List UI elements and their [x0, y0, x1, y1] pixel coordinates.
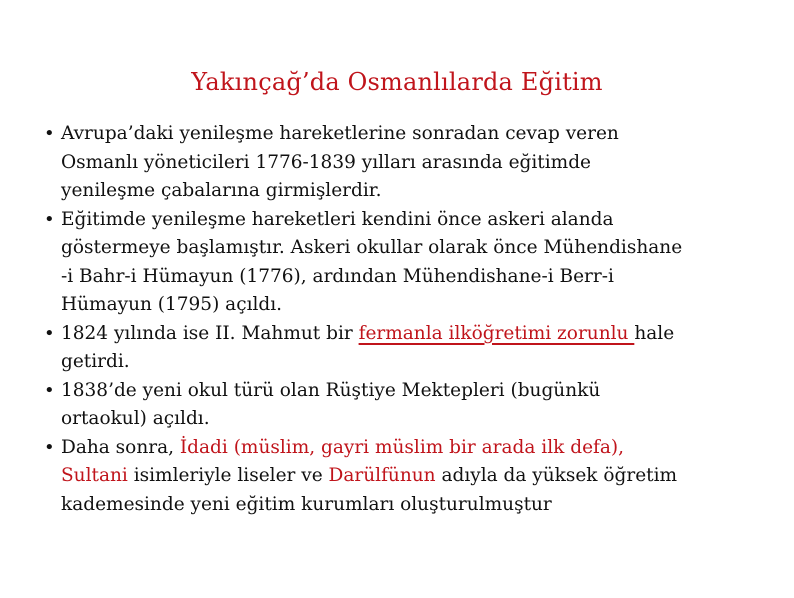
bullet-3-line-1 — [61, 320, 744, 349]
bullet-dot: • — [44, 379, 55, 401]
bullet-item-1 — [44, 120, 744, 206]
title-text-2: ğ — [286, 68, 302, 96]
bullet-dot: • — [44, 322, 55, 344]
bullet-list — [44, 120, 744, 519]
bullet-3-text-post: hale — [634, 322, 675, 344]
idadi-highlight: İdadi (müslim, gayri müslim bir arada ilk defa), — [179, 436, 625, 458]
bullet-dot: • — [44, 208, 55, 230]
bullet-5-text-pre: Daha sonra, — [61, 436, 180, 458]
bullet-3-line-2: getirdi. — [61, 351, 130, 372]
bullet-1-line-3: yenileşme çabalarına girmişlerdir. — [61, 180, 382, 201]
title-text-5: itim — [554, 68, 603, 96]
bullet-item-2 — [44, 206, 744, 320]
bullet-item-3 — [44, 320, 744, 377]
bullet-1-line-2: Osmanlı yöneticileri 1776-1839 yılları arasında eğitimde — [61, 151, 591, 173]
ferman-highlight: fermanla ilköğretimi zorunlu — [358, 322, 635, 344]
slide-title — [0, 68, 794, 96]
bullet-4-line-1: 1838’de yeni okul türü olan Rüştiye Mektepleri (bugünkü — [61, 379, 601, 401]
bullet-4-line-2: ortaokul) açıldı. — [61, 408, 210, 429]
bullet-2-line-3: -i Bahr-i Hümayun (1776), ardından Mühendishane-i Berr-i — [61, 265, 614, 287]
bullet-dot: • — [44, 123, 55, 144]
bullet-2-line-4: Hümayun (1795) açıldı. — [61, 294, 283, 315]
bullet-5-line-2 — [61, 462, 744, 491]
bullet-item-5 — [44, 434, 744, 520]
bullet-5-line-3: kademesinde yeni eğitim kurumları oluşturulmuştur — [61, 493, 552, 515]
title-text-3: ’da Osmanlılarda E — [301, 68, 539, 96]
bullet-5-text-mid: isimleriyle liseler ve — [127, 465, 329, 486]
bullet-2-line-2: göstermeye başlamıştır. Askeri okullar olarak önce Mühendishane — [61, 237, 683, 258]
bullet-item-4 — [44, 377, 744, 434]
bullet-1-line-1: Avrupa’daki yenileşme hareketlerine sonradan cevap veren — [61, 123, 619, 144]
title-text-4: ğ — [538, 68, 555, 96]
sultani-highlight: Sultani — [61, 465, 128, 486]
bullet-5-text-post: adıyla da yüksek öğretim — [435, 465, 678, 486]
bullet-2-line-1: Eğitimde yenileşme hareketleri kendini önce askeri alanda — [61, 208, 614, 230]
darulfunun-highlight: Darülfünun — [328, 465, 436, 486]
title-text-1: Yakınça — [191, 68, 287, 96]
bullet-5-line-1 — [61, 434, 744, 463]
bullet-3-text-pre: 1824 yılında ise II. Mahmut bir — [61, 322, 359, 344]
bullet-dot: • — [44, 436, 55, 458]
